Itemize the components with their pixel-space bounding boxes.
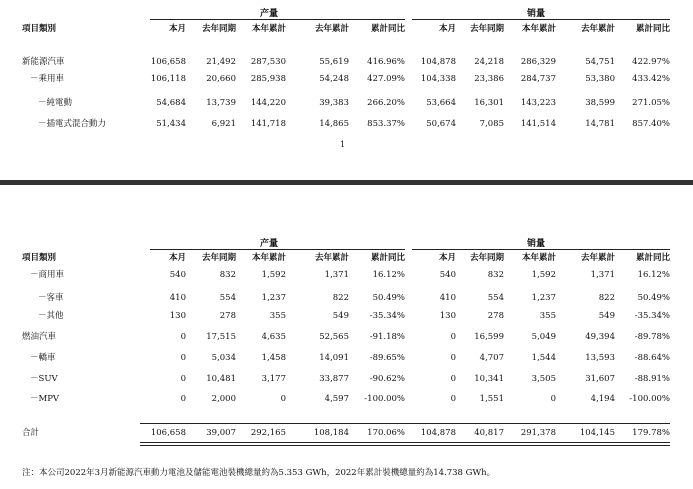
sales-group-rule-2 [412, 249, 670, 250]
table-cell: 832 [487, 270, 504, 280]
table-cell: 4,635 [261, 332, 286, 342]
table-cell: 55,619 [319, 57, 349, 67]
header-sales-yoy: 累計同比 [635, 24, 670, 34]
total-label: 合計 [22, 428, 40, 438]
table-cell: 14,781 [585, 119, 615, 129]
table-row [0, 309, 693, 323]
table-cell: 549 [332, 311, 349, 321]
table-cell: 286,329 [520, 57, 556, 67]
bottom-header-row [0, 251, 693, 265]
table-cell: 0 [180, 332, 186, 342]
table-cell: 17,515 [206, 332, 236, 342]
table-cell: 4,194 [590, 394, 615, 404]
table-cell: -35.34% [634, 311, 670, 321]
table-cell: 52,565 [319, 332, 349, 342]
header-sales-last-ytd: 去年累計 [580, 24, 615, 34]
table-cell: 53,380 [585, 74, 615, 84]
table-cell: 284,737 [520, 74, 556, 84]
total-cell: 170.06% [367, 428, 405, 438]
table-cell: -89.65% [369, 353, 405, 363]
header-prod-yoy: 累計同比 [370, 253, 405, 263]
table-cell: 278 [487, 311, 504, 321]
table-cell: 13,593 [585, 353, 615, 363]
table-cell: 355 [269, 311, 286, 321]
table-cell: 5,049 [531, 332, 556, 342]
total-cell: 179.78% [632, 428, 670, 438]
header-prod-last-year-month: 去年同期 [201, 253, 236, 263]
row-label: 燃油汽車 [22, 332, 57, 342]
table-cell: 0 [280, 394, 286, 404]
table-cell: 278 [219, 311, 236, 321]
table-row [0, 372, 693, 386]
table-row [0, 117, 693, 131]
table-cell: 832 [219, 270, 236, 280]
header-sales-last-year-month: 去年同期 [469, 24, 504, 34]
header-sales-last-ytd: 去年累計 [580, 253, 615, 263]
table-cell: 50.49% [372, 293, 405, 303]
table-cell: -100.00% [364, 394, 405, 404]
table-cell: 554 [487, 293, 504, 303]
table-cell: 54,248 [319, 74, 349, 84]
production-group-rule [150, 19, 405, 20]
table-cell: 287,530 [250, 57, 286, 67]
table-cell: 16,599 [474, 332, 504, 342]
table-cell: 4,707 [479, 353, 504, 363]
table-cell: 4,597 [324, 394, 349, 404]
table-cell: 106,118 [150, 74, 186, 84]
table-row [0, 330, 693, 344]
table-cell: 14,091 [319, 353, 349, 363]
table-cell: 0 [180, 353, 186, 363]
table-cell: -35.34% [369, 311, 405, 321]
row-label: －乘用車 [30, 74, 65, 84]
total-cell: 108,184 [313, 428, 349, 438]
table-cell: 1,371 [590, 270, 615, 280]
table-cell: 0 [450, 394, 456, 404]
table-cell: 2,000 [211, 394, 236, 404]
table-cell: 5,034 [211, 353, 236, 363]
table-cell: 416.96% [367, 57, 405, 67]
table-cell: 271.05% [632, 98, 670, 108]
total-cell: 39,007 [206, 428, 236, 438]
production-group-rule-2 [150, 249, 405, 250]
table-row [0, 268, 693, 282]
table-cell: 6,921 [211, 119, 236, 129]
table-cell: 7,085 [479, 119, 504, 129]
table-cell: 23,386 [474, 74, 504, 84]
table-cell: 141,514 [520, 119, 556, 129]
table-cell: 3,505 [531, 374, 556, 384]
row-label: －純電動 [38, 98, 73, 108]
table-row [0, 72, 693, 86]
header-prod-yoy: 累計同比 [370, 24, 405, 34]
table-cell: -100.00% [629, 394, 670, 404]
table-cell: 285,938 [250, 74, 286, 84]
production-group-header: 产量 [259, 9, 278, 19]
total-cell: 292,165 [250, 428, 286, 438]
row-label: －轎車 [30, 353, 56, 363]
sales-group-rule [412, 19, 670, 20]
header-sales-last-year-month: 去年同期 [469, 253, 504, 263]
table-cell: 433.42% [632, 74, 670, 84]
table-cell: 54,751 [585, 57, 615, 67]
table-cell: 106,658 [150, 57, 186, 67]
header-sales-ytd: 本年累計 [521, 24, 556, 34]
header-sales-month: 本月 [438, 253, 456, 263]
table-cell: 0 [450, 332, 456, 342]
table-cell: 16,301 [474, 98, 504, 108]
table-cell: 410 [169, 293, 186, 303]
table-cell: 143,223 [520, 98, 556, 108]
table-cell: 14,865 [319, 119, 349, 129]
table-cell: -88.91% [634, 374, 670, 384]
table-cell: 53,664 [426, 98, 456, 108]
table-cell: 554 [219, 293, 236, 303]
header-prod-ytd: 本年累計 [251, 24, 286, 34]
table-cell: 51,434 [156, 119, 186, 129]
table-cell: -90.62% [369, 374, 405, 384]
table-cell: 130 [439, 311, 456, 321]
table-cell: 33,877 [319, 374, 349, 384]
table-cell: 427.09% [367, 74, 405, 84]
page-separator [0, 180, 693, 190]
row-label: －其他 [38, 311, 64, 321]
table-row [0, 392, 693, 406]
table-cell: 1,592 [261, 270, 286, 280]
table-cell: 38,599 [585, 98, 615, 108]
table-cell: 50.49% [637, 293, 670, 303]
header-prod-month: 本月 [168, 24, 186, 34]
table-cell: 1,237 [531, 293, 556, 303]
table-cell: 13,739 [206, 98, 236, 108]
table-cell: 410 [439, 293, 456, 303]
table-cell: 49,394 [585, 332, 615, 342]
table-row [0, 291, 693, 305]
header-category: 項目類別 [22, 253, 57, 263]
table-cell: -91.18% [369, 332, 405, 342]
table-cell: 0 [550, 394, 556, 404]
table-cell: 20,660 [206, 74, 236, 84]
table-cell: 1,237 [261, 293, 286, 303]
row-label: －SUV [30, 374, 58, 384]
table-cell: 1,544 [531, 353, 556, 363]
row-label: －插電式混合動力 [38, 119, 107, 129]
table-cell: 540 [439, 270, 456, 280]
table-row [0, 351, 693, 365]
table-cell: 24,218 [474, 57, 504, 67]
table-cell: 16.12% [637, 270, 670, 280]
header-sales-yoy: 累計同比 [635, 253, 670, 263]
table-cell: 54,684 [156, 98, 186, 108]
table-cell: 31,607 [585, 374, 615, 384]
total-cell: 291,378 [520, 428, 556, 438]
footnote: 注：本公司2022年3月新能源汽車動力電池及儲能電池裝機總量約為5.353 GWh，2022年累計裝機總量約為14.738 GWh。 [22, 468, 496, 478]
header-prod-last-ytd: 去年累計 [314, 24, 349, 34]
table-cell: 21,492 [206, 57, 236, 67]
table-cell: 130 [169, 311, 186, 321]
table-cell: 1,592 [531, 270, 556, 280]
table-cell: -89.78% [634, 332, 670, 342]
header-sales-ytd: 本年累計 [521, 253, 556, 263]
total-cell: 104,145 [579, 428, 615, 438]
header-prod-month: 本月 [168, 253, 186, 263]
table-cell: 822 [598, 293, 615, 303]
header-prod-last-ytd: 去年累計 [314, 253, 349, 263]
table-cell: 822 [332, 293, 349, 303]
total-cell: 106,658 [150, 428, 186, 438]
table-cell: 144,220 [250, 98, 286, 108]
sales-group-header-2: 销量 [526, 239, 545, 249]
table-cell: 10,481 [206, 374, 236, 384]
table-cell: 853.37% [367, 119, 405, 129]
table-cell: 0 [450, 374, 456, 384]
table-cell: 355 [539, 311, 556, 321]
row-label: －客車 [38, 293, 64, 303]
header-prod-ytd: 本年累計 [251, 253, 286, 263]
header-category: 項目類別 [22, 24, 57, 34]
table-cell: 422.97% [632, 57, 670, 67]
table-cell: 50,674 [426, 119, 456, 129]
table-cell: 10,341 [474, 374, 504, 384]
sales-group-header: 销量 [526, 9, 545, 19]
table-cell: 0 [180, 374, 186, 384]
production-group-header-2: 产量 [259, 239, 278, 249]
total-double-rule [140, 442, 670, 446]
table-row [0, 55, 693, 69]
table-cell: 104,338 [420, 74, 456, 84]
table-cell: 3,177 [261, 374, 286, 384]
table-cell: 1,458 [261, 353, 286, 363]
row-label: －MPV [30, 394, 60, 404]
table-cell: 16.12% [372, 270, 405, 280]
table-cell: 0 [450, 353, 456, 363]
table-cell: 1,371 [324, 270, 349, 280]
table-cell: 1,551 [479, 394, 504, 404]
header-prod-last-year-month: 去年同期 [201, 24, 236, 34]
total-cell: 104,878 [420, 428, 456, 438]
table-cell: 141,718 [250, 119, 286, 129]
page-number: 1 [340, 140, 346, 149]
table-cell: 857.40% [632, 119, 670, 129]
table-cell: 266.20% [367, 98, 405, 108]
table-cell: -88.64% [634, 353, 670, 363]
total-row [0, 426, 693, 440]
table-cell: 0 [180, 394, 186, 404]
table-cell: 540 [169, 270, 186, 280]
top-header-row [0, 22, 693, 36]
table-row [0, 96, 693, 110]
total-top-rule [140, 423, 670, 424]
header-sales-month: 本月 [438, 24, 456, 34]
table-cell: 39,383 [319, 98, 349, 108]
page-top [0, 0, 693, 180]
table-cell: 549 [598, 311, 615, 321]
row-label: 新能源汽車 [22, 57, 65, 67]
total-cell: 40,817 [474, 428, 504, 438]
table-cell: 104,878 [420, 57, 456, 67]
row-label: －商用車 [30, 270, 65, 280]
